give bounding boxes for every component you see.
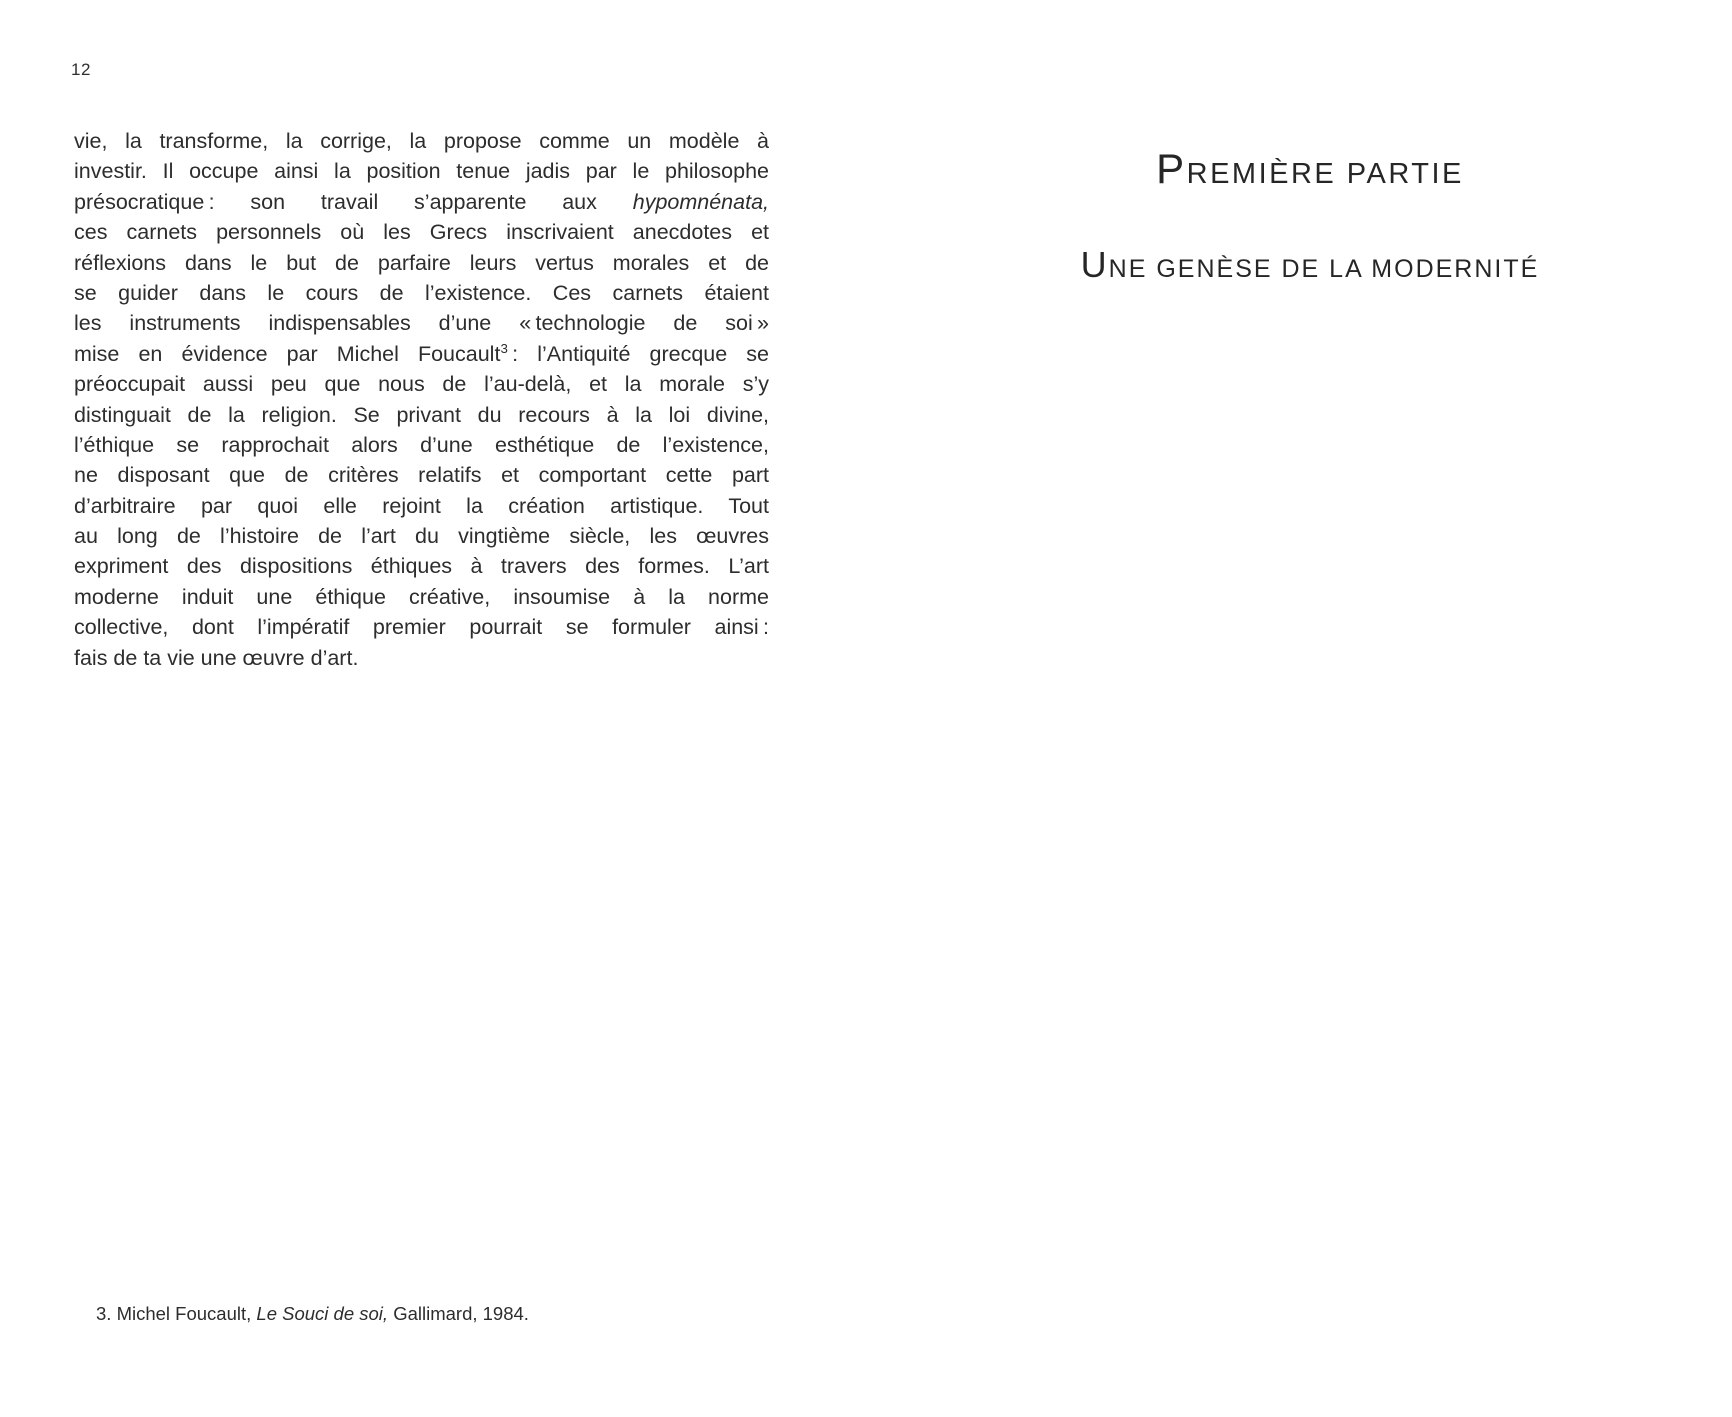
text-segment: l’éthique se rapprochait alors d’une esthétique de l’existence, [74, 432, 769, 457]
text-segment: se guider dans le cours de l’existence. Ces carnets étaient [74, 280, 769, 305]
text-segment: vie, la transforme, la corrige, la propose comme un modèle à [74, 129, 769, 153]
body-text-line [74, 491, 769, 521]
body-text-line [74, 369, 769, 399]
text-segment: expriment des dispositions éthiques à travers des formes. L’art [74, 554, 769, 579]
text-segment: distinguait de la religion. Se privant du recours à la loi divine, [74, 402, 769, 427]
body-text-line [74, 156, 769, 186]
text-segment: au long de l’histoire de l’art du vingtième siècle, les œuvres [74, 524, 769, 549]
body-text-line [74, 430, 769, 460]
body-text-line [74, 126, 769, 156]
part-title-initial: P [1156, 145, 1187, 192]
body-text-line [74, 400, 769, 430]
text-segment: présocratique : son travail s’apparente aux [74, 189, 633, 214]
text-segment: réflexions dans le but de parfaire leurs vertus morales et de [74, 250, 769, 275]
body-text-block [74, 126, 769, 673]
text-segment: moderne induit une éthique créative, insoumise à la norme [74, 584, 769, 609]
part-title-rest: REMIÈRE PARTIE [1186, 158, 1464, 190]
part-subtitle-rest: NE GENÈSE DE LA MODERNITÉ [1108, 255, 1540, 283]
text-segment: fais de ta vie une œuvre d’art. [74, 645, 359, 670]
text-segment: mise en évidence par Michel Foucault [74, 341, 501, 366]
body-text-line [74, 308, 769, 338]
text-segment: 3 [500, 340, 508, 356]
body-text-line [74, 278, 769, 308]
body-text-line [74, 521, 769, 551]
text-segment: : l’Antiquité grecque se [507, 341, 769, 366]
text-segment: Gallimard, 1984. [388, 1303, 529, 1324]
page-number: 12 [71, 60, 91, 79]
text-segment: 3. Michel Foucault, [96, 1303, 257, 1324]
text-segment: investir. Il occupe ainsi la position tenue jadis par le philosophe [74, 159, 769, 184]
text-segment: préoccupait aussi peu que nous de l’au-delà, et la morale s’y [74, 372, 769, 397]
part-subtitle-initial: U [1080, 244, 1109, 285]
text-segment: d’arbitraire par quoi elle rejoint la création artistique. Tout [74, 493, 769, 518]
text-segment: les instruments indispensables d’une « technologie de soi » [74, 311, 769, 336]
text-segment: ne disposant que de critères relatifs et comportant cette part [74, 463, 769, 488]
body-text-line [74, 643, 769, 673]
text-segment: Le Souci de soi, [256, 1303, 389, 1324]
text-segment: hypomnénata, [632, 189, 769, 214]
part-subtitle [960, 246, 1660, 288]
body-text-line [74, 339, 769, 369]
body-text-line [74, 582, 769, 612]
body-text-line [74, 217, 769, 247]
body-text-line [74, 187, 769, 217]
footnote [96, 1302, 529, 1326]
body-text-line [74, 551, 769, 581]
part-title [960, 145, 1660, 195]
body-text-line [74, 248, 769, 278]
body-text-line [74, 612, 769, 642]
body-text-line [74, 460, 769, 490]
text-segment: ces carnets personnels où les Grecs inscrivaient anecdotes et [74, 220, 769, 245]
text-segment: collective, dont l’impératif premier pourrait se formuler ainsi : [74, 615, 769, 640]
